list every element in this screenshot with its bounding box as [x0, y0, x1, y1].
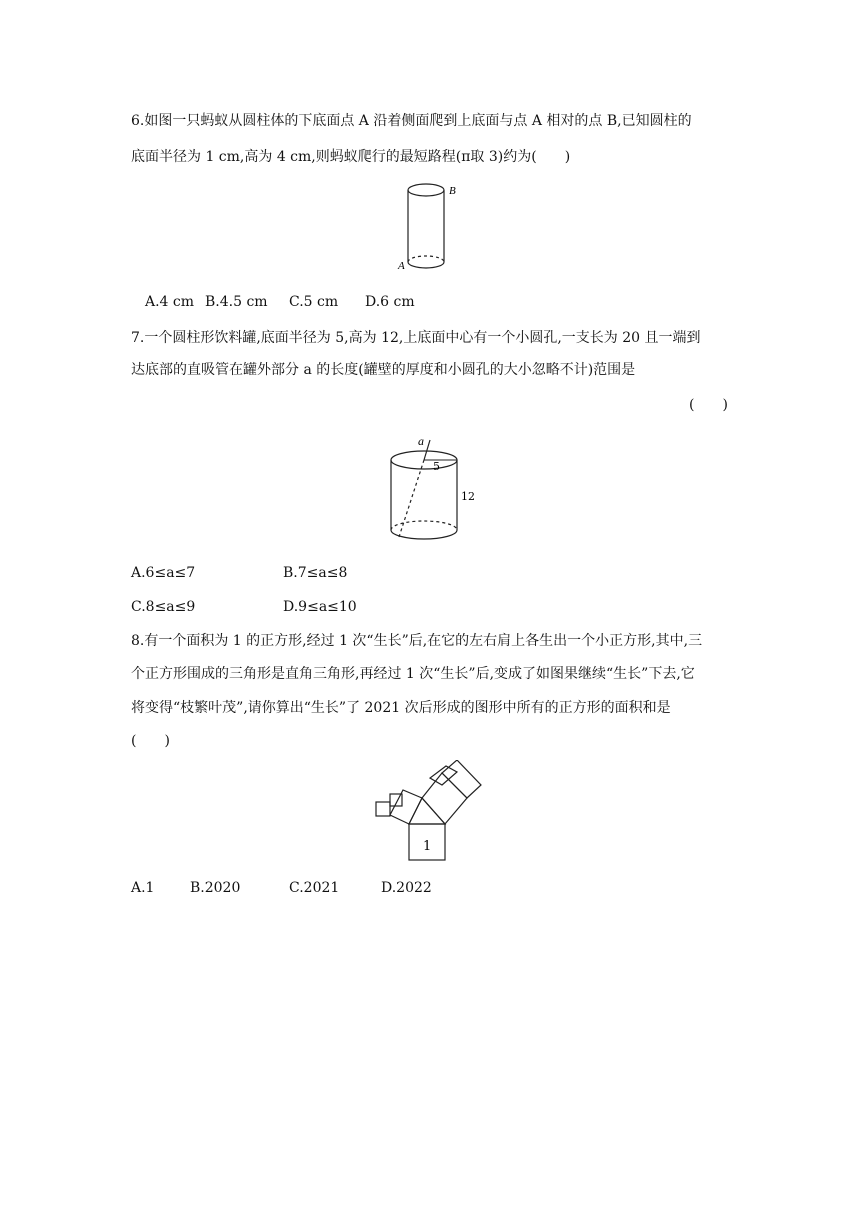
q6-point-b-label: B [449, 185, 456, 197]
q8-answer-paren: ( ) [131, 733, 170, 749]
q6-point-a-label: A [398, 260, 405, 272]
q6-stem-line-2: 底面半径为 1 cm,高为 4 cm,则蚂蚁爬行的最短路程(π取 3)约为( ) [131, 149, 571, 165]
q8-option-b: B.2020 [190, 880, 241, 896]
q7-option-a: A.6≤a≤7 [131, 565, 196, 581]
q6-option-b: B.4.5 cm [205, 294, 268, 310]
q6-option-c: C.5 cm [289, 294, 339, 310]
q7-option-b: B.7≤a≤8 [283, 565, 348, 581]
q8-pythagoras-tree-figure [370, 760, 490, 866]
q6-cylinder-figure [395, 176, 465, 276]
q8-option-d: D.2022 [381, 880, 432, 896]
q8-unit-square-label: 1 [423, 839, 432, 854]
q8-option-a: A.1 [131, 880, 155, 896]
q8-stem-line-2: 个正方形围成的三角形是直角三角形,再经过 1 次“生长”后,变成了如图果继续“生长”下去,它 [131, 666, 695, 682]
q8-option-c: C.2021 [289, 880, 340, 896]
q7-can-figure [382, 432, 482, 548]
q7-straw-a-label: a [418, 434, 424, 448]
q8-stem-line-3: 将变得“枝繁叶茂”,请你算出“生长”了 2021 次后形成的图形中所有的正方形的面积和是 [131, 700, 671, 716]
q7-radius-label: 5 [433, 460, 440, 473]
q7-answer-paren: ( ) [689, 397, 728, 413]
q7-height-label: 12 [461, 490, 475, 503]
q7-stem-line-1: 7.一个圆柱形饮料罐,底面半径为 5,高为 12,上底面中心有一个小圆孔,一支长为 20 且一端到 [131, 330, 701, 346]
q7-option-d: D.9≤a≤10 [283, 599, 357, 615]
q6-option-a: A.4 cm [145, 294, 195, 310]
q7-option-c: C.8≤a≤9 [131, 599, 196, 615]
q6-option-d: D.6 cm [365, 294, 415, 310]
q7-stem-line-2: 达底部的直吸管在罐外部分 a 的长度(罐壁的厚度和小圆孔的大小忽略不计)范围是 [131, 362, 636, 378]
q8-stem-line-1: 8.有一个面积为 1 的正方形,经过 1 次“生长”后,在它的左右肩上各生出一个小正方形,其中,三 [131, 633, 703, 649]
q6-stem-line-1: 6.如图一只蚂蚁从圆柱体的下底面点 A 沿着侧面爬到上底面与点 A 相对的点 B,已知圆柱的 [131, 113, 692, 129]
